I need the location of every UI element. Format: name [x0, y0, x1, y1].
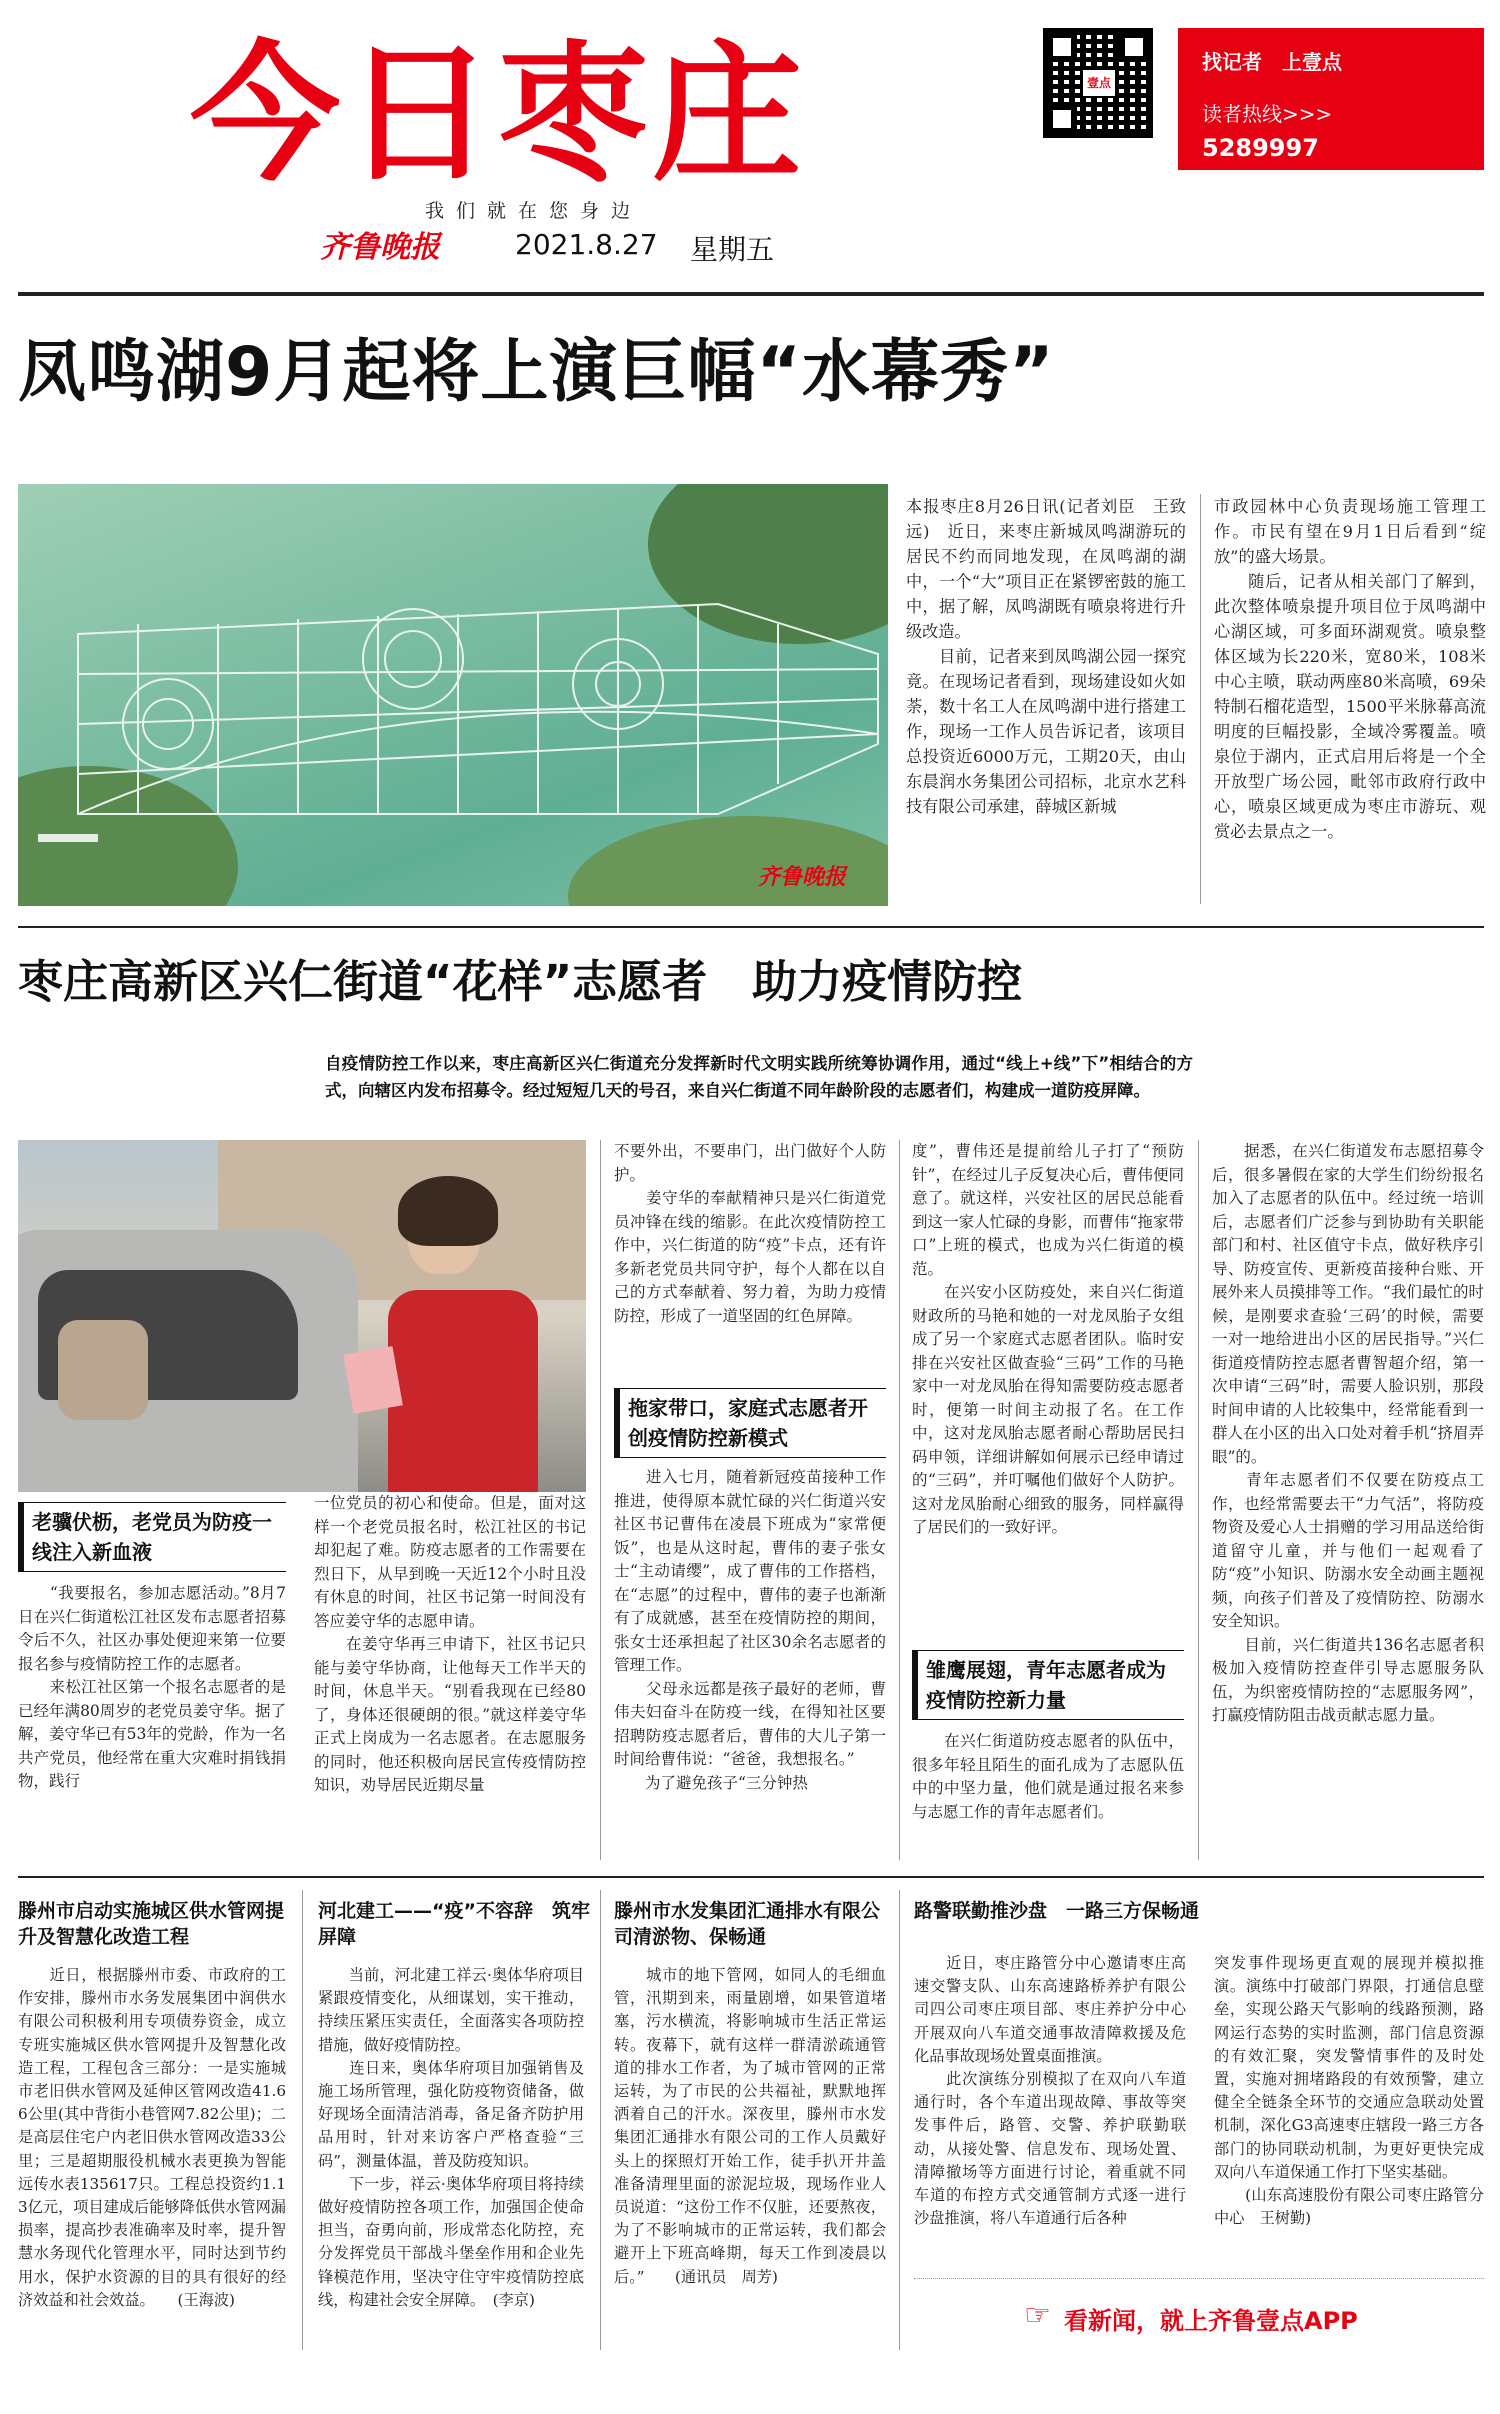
story2-intro: 自疫情防控工作以来，枣庄高新区兴仁街道充分发挥新时代文明实践所统筹协调作用，通过“线上+线”下”相结合的方式，向辖区内发布招募令。经过短短几天的号召，来自兴仁街道不同年龄阶段的志愿者们，构建成一道防疫屏障。 [325, 1054, 1193, 1100]
story2-col2-body: 一位党员的初心和使命。但是，面对这样一个老党员报名时，松江社区的书记却犯起了难。防疫志愿者的工作需要在烈日下，从早到晚一天近12个小时且没有休息的时间，社区书记第一时间没有答应姜守华的志愿申请。 在姜守华再三申请下，社区书记只能与姜守华协商，让他每天工作半天的时间，休息半天。“别看我现在已经80了，身体还很硬朗的很。”就这样姜守华正式上岗成为一名志愿者。在志愿服务的同时，他还积极向居民宣传疫情防控知识，劝导居民近期尽量 [314, 1494, 586, 1794]
brief2-body: 当前，河北建工祥云·奥体华府项目紧跟疫情变化，从细谋划，实干推动，持续压紧压实责任，全面落实各项防控措施，做好疫情防控。 连日来，奥体华府项目加强销售及施工场所管理，强化防疫物资储备，做好现场全面清洁消毒，备足备齐防护用品用时，针对来访客户严格查验“三码”，测量体温，普及防疫知识。 下一步，祥云·奥体华府项目将持续做好疫情防控各项工作，加强国企使命担当，奋勇向前，形成常态化防控，充分发挥党员干部战斗堡垒作用和企业先锋模范作用，坚决守住守牢疫情防控底线，构建社会安全屏障。 (李京) [318, 1966, 584, 2309]
story2-subhead-2: 拖家带口，家庭式志愿者开创疫情防控新模式 [614, 1388, 886, 1458]
masthead-title: 今日枣庄 [190, 28, 807, 202]
briefs-divider-1 [302, 1890, 303, 2350]
issue-weekday: 星期五 [690, 233, 775, 266]
qr-center-label: 壹点 [1083, 70, 1115, 96]
photo-leaflet [343, 1346, 403, 1414]
pointing-hand-icon: ☞ [1024, 2298, 1051, 2333]
story2-col5-body: 据悉，在兴仁街道发布志愿招募令后，很多暑假在家的大学生们纷纷报名加入了志愿者的队伍中。经过统一培训后，志愿者们广泛参与到协助有关职能部门和村、社区值守卡点，做好秩序引导、防疫宣传、更新疫苗接种台账、开展外来人员摸排等工作。“我们最忙的时候，是刚要求查验‘三码’的时候，需要一对一地给进出小区的居民指导。”兴仁街道疫情防控志愿者曹智超介绍，第一次申请“三码”时，需要人脸识别，那段时间申请的人比较集中，经常能看到一群人在小区的出入口处对着手机“挤眉弄眼”的。 青年志愿者们不仅要在防疫点工作，也经常需要去干“力气活”，将防疫物资及爱心人士捐赠的学习用品送给街道留守儿童，并与他们一起观看了防“疫”小知识、防溺水安全动画主题视频，向孩子们普及了疫情防控、防溺水安全知识。 目前，兴仁街道共136名志愿者积极加入疫情防控查伴引导志愿服务队伍，为织密疫情防控的“志愿服务网”，打赢疫情防阻击战贡献志愿力量。 [1212, 1142, 1484, 1724]
lead-column-divider [1200, 494, 1201, 904]
lead-body-col2: 市政园林中心负责现场施工管理工作。市民有望在9月1日后看到“绽放”的盛大场景。 随后，记者从相关部门了解到，此次整体喷泉提升项目位于凤鸣湖中心湖区域，可多面环湖观赏。喷泉整体区域为长220米，宽80米，108米中心主喷，联动两座80米高喷，69朵特制石榴花造型，1500平米脉幕高流明度的巨幅投影，全域冷雾覆盖。喷泉位于湖内，正式启用后将是一个全开放型广场公园，毗邻市政府行政中心，喷泉区域更成为枣庄市游玩、观赏必去景点之一。 [1214, 497, 1486, 841]
hotline-panel [1178, 28, 1484, 170]
brief3-body: 城市的地下管网，如同人的毛细血管，汛期到来，雨量剧增，如果管道堵塞，污水横流，将影响城市生活正常运转。夜幕下，就有这样一群清淤疏通管道的排水工作者，为了城市管网的正常运转，为了市民的公共福祉，默默地挥洒着自己的汗水。深夜里，滕州市水发集团汇通排水有限公司的工作人员戴好头上的探照灯开始工作，徒手扒开井盖准备清理里面的淤泥垃圾，现场作业人员说道：“这份工作不仅脏，还要熬夜，为了不影响城市的正常运转，我们都会避开上下班高峰期，每天工作到凌晨以后。” (通讯员 周芳) [614, 1966, 886, 2286]
newspaper-logo: 齐鲁晚报 [320, 230, 440, 265]
find-reporter-label: 找记者 上壹点 [1202, 50, 1342, 74]
brief1-body: 近日，根据滕州市委、市政府的工作安排，滕州市水务发展集团中润供水有限公司积极利用专项债券资金，成立专班实施城区供水管网提升及智慧化改造工程，工程包含三部分：一是实施城市老旧供水管网及延伸区管网改造41.66公里(其中背街小巷管网7.82公里)；二是高层住宅户内老旧供水管网改造33公里；三是超期服役机械水表更换为智能远传水表135617只。工程总投资约1.13亿元，项目建成后能够降低供水管网漏损率，提高抄表准确率及时率，提升智慧水务现代化管理水平，同时达到节约用水，保护水资源的目的具有很好的经济效益和社会效益。 (王海波) [18, 1966, 286, 2309]
story2-col1-body: “我要报名，参加志愿活动。”8月7日在兴仁街道松江社区发布志愿者招募令后不久，社区办事处便迎来第一位要报名参与疫情防控工作的志愿者。 来松江社区第一个报名志愿者的是已经年满80周岁的老党员姜守华。据了解，姜守华已有53年的党龄，作为一名共产党员，他经常在重大灾难时捐钱捐物，践行 [18, 1584, 286, 1790]
briefs-divider-2 [600, 1890, 601, 2350]
photo-volunteer-vest [388, 1290, 538, 1492]
brief4-body-left: 近日，枣庄路管分中心邀请枣庄高速交警支队、山东高速路桥养护有限公司四公司枣庄项目部、枣庄养护分中心开展双向八车道交通事故清障救援及危化品事故现场处置桌面推演。 此次演练分别模拟了在双向八车道通行时，各个车道出现故障、事故等突发事件后，路管、交警、养护联勤联动，从接处警、信息发布、现场处置、清障撤场等方面进行讨论，着重就不同车道的布控方式交通管制方式逐一进行沙盘推演，将八车道通行后各种 [914, 1954, 1186, 2228]
story2-headline: 枣庄高新区兴仁街道“花样”志愿者 助力疫情防控 [18, 955, 1023, 1008]
hotline-number: 5289997 [1202, 134, 1319, 162]
lead-divider [18, 926, 1484, 928]
lead-photo [18, 484, 888, 906]
masthead-divider [18, 292, 1484, 296]
brief4-body-right: 突发事件现场更直观的展现并模拟推演。演练中打破部门界限，打通信息壁垒，实现公路天气影响的线路预测，路网运行态势的实时监测，部门信息资源的有效汇聚，突发警情事件的及时处置，实施对拥堵路段的有效预警，建立健全全链条全环节的交通应急联动处置机制，深化G3高速枣庄辖段一路三方各部门的协同联动机制，为更好更快完成双向八车道保通工作打下坚实基础。 (山东高速股份有限公司枣庄路管分中心 王树勤) [1214, 1954, 1484, 2228]
fountain-scaffold [18, 484, 888, 906]
hotline-label: 读者热线>>> [1202, 102, 1333, 126]
section-divider [18, 1876, 1484, 1878]
story2-divider-1 [600, 1140, 601, 1860]
briefs-divider-3 [899, 1890, 900, 2350]
story2-col4-top: 度”，曹伟还是提前给儿子打了“预防针”，在经过儿子反复决心后，曹伟便同意了。就这样，兴安社区的居民总能看到这一家人忙碌的身影，而曹伟“拖家带口”上班的模式，也成为兴仁街道的模范。 在兴安小区防疫处，来自兴仁街道财政所的马艳和她的一对龙凤胎子女组成了另一个家庭式志愿者团队。临时安排在兴安社区做查验“三码”工作的马艳家中一对龙凤胎在得知需要防疫志愿者时，便第一时间主动报了名。在工作中，这对龙凤胎志愿者耐心帮助居民扫码申领，详细讲解如何展示已经申请过的“三码”，并叮嘱他们做好个人防护。这对龙凤胎耐心细致的服务，同样赢得了居民们的一致好评。 [912, 1142, 1184, 1536]
volunteer-photo [18, 1140, 586, 1492]
footer-cta-box[interactable] [914, 2278, 1484, 2344]
lead-body-col1: 本报枣庄8月26日讯(记者刘臣 王致远) 近日，来枣庄新城凤鸣湖游玩的居民不约而同地发现，在凤鸣湖的湖中，一个“大”项目正在紧锣密鼓的施工中，据了解，凤鸣湖既有喷泉将进行升级改造。 目前，记者来到凤鸣湖公园一探究竟。在现场记者看到，现场建设如火如荼，数十名工人在凤鸣湖中进行搭建工作，现场一工作人员告诉记者，该项目总投资近6000万元，工期20天，由山东晨润水务集团公司招标，北京水艺科技有限公司承建，薛城区新城 [906, 497, 1186, 816]
masthead-slogan: 我们就在您身边 [425, 200, 643, 222]
story2-col2-top: 不要外出，不要串门，出门做好个人防护。 姜守华的奉献精神只是兴仁街道党员冲锋在线的缩影。在此次疫情防控工作中，兴仁街道的防“疫”卡点，还有许多新老党员共同守护，每个人都在以自己的方式奉献着、努力着，为助力疫情防控，形成了一道坚固的红色屏障。 [614, 1142, 886, 1325]
story2-col4-body: 在兴仁街道防疫志愿者的队伍中，很多年轻且陌生的面孔成为了志愿队伍中的中坚力量，他们就是通过报名来参与志愿工作的青年志愿者们。 [912, 1732, 1184, 1821]
story2-col3-body: 进入七月，随着新冠疫苗接种工作推进，使得原本就忙碌的兴仁街道兴安社区书记曹伟在凌晨下班成为“家常便饭”，也是从这时起，曹伟的妻子张女士“主动请缨”，成了曹伟的工作搭档，在“志愿”的过程中，曹伟的妻子也渐渐有了成就感，甚至在疫情防控的期间，张女士还承担起了社区30余名志愿者的管理工作。 父母永远都是孩子最好的老师，曹伟夫妇奋斗在防疫一线，在得知社区要招聘防疫志愿者后，曹伟的大儿子第一时间给曹伟说：“爸爸，我想报名。” 为了避免孩子“三分钟热 [614, 1468, 886, 1792]
issue-date: 2021.8.27 [515, 228, 658, 261]
story2-divider-3 [1198, 1140, 1199, 1860]
story2-divider-2 [899, 1140, 900, 1860]
story2-subhead-3: 雏鹰展翅，青年志愿者成为疫情防控新力量 [912, 1650, 1184, 1720]
footer-cta-text: 看新闻，就上齐鲁壹点APP [1064, 2307, 1358, 2335]
qr-code[interactable] [1043, 28, 1153, 138]
brief2-headline: 河北建工——“疫”不容辞 筑牢屏障 [318, 1900, 590, 1948]
brief1-headline: 滕州市启动实施城区供水管网提升及智慧化改造工程 [18, 1900, 285, 1948]
brief4-headline: 路警联勤推沙盘 一路三方保畅通 [914, 1900, 1200, 1922]
photo-volunteer-hair [398, 1176, 498, 1246]
brief3-headline: 滕州市水发集团汇通排水有限公司清淤物、保畅通 [614, 1900, 881, 1948]
photo-car-seat [58, 1320, 148, 1420]
photo-watermark: 齐鲁晚报 [758, 864, 847, 890]
story2-subhead-1: 老骥伏枥，老党员为防疫一线注入新血液 [18, 1502, 286, 1572]
lead-headline: 凤鸣湖9月起将上演巨幅“水幕秀” [18, 333, 1055, 412]
